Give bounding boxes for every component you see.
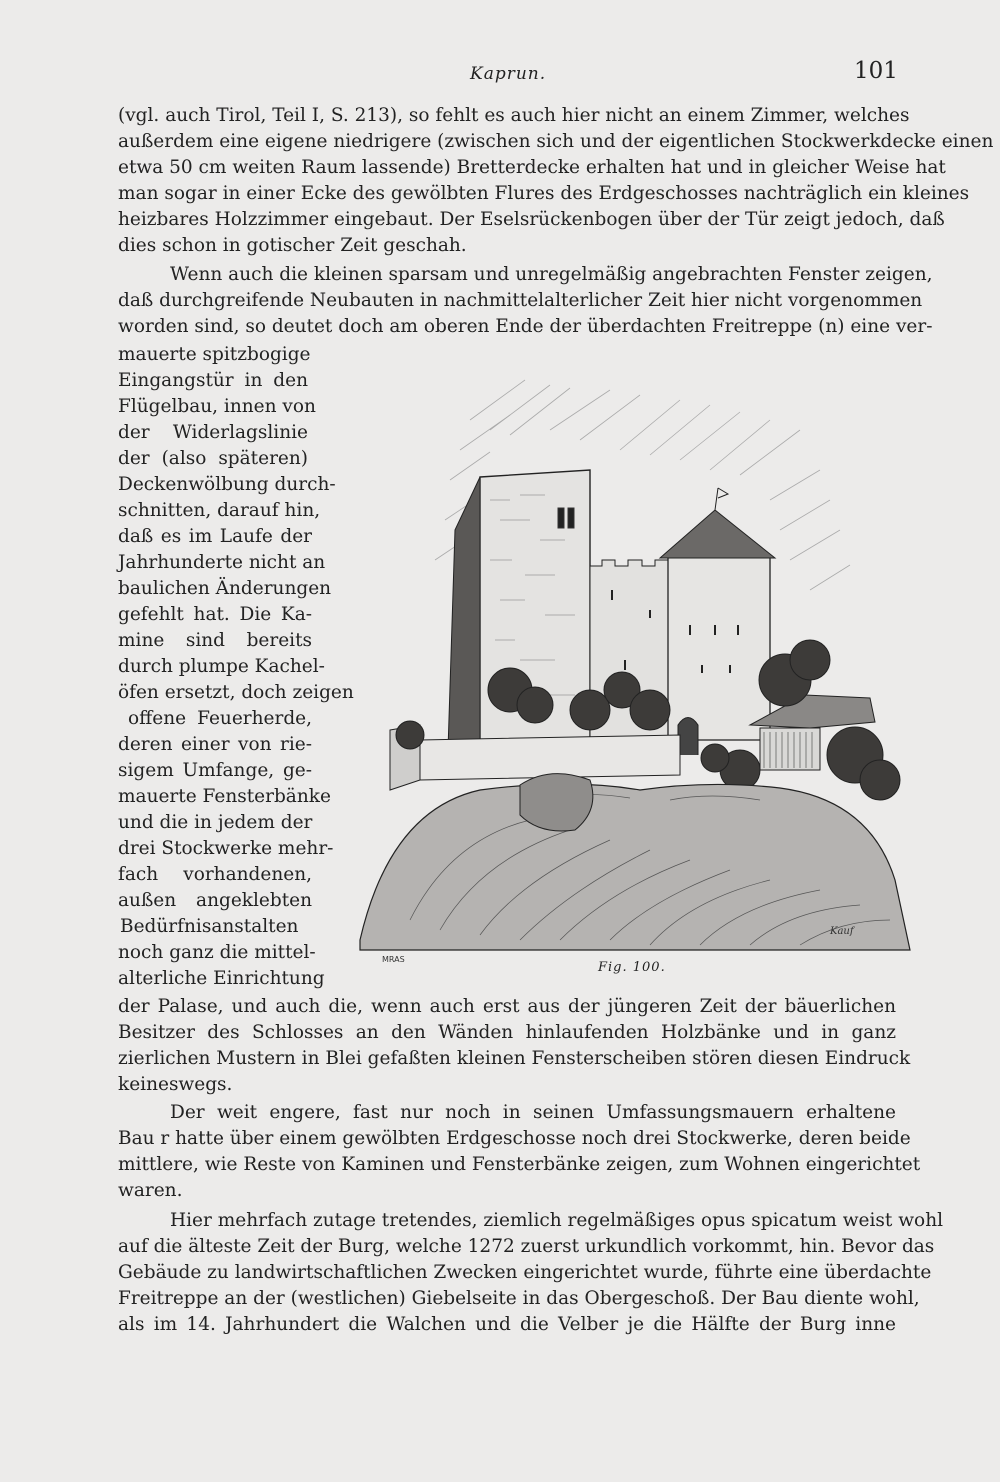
text-line: worden sind, so deutet doch am oberen Ende der überdachten Freitreppe (n) eine ver- [118, 316, 933, 337]
text-line: durch plumpe Kachel- [118, 656, 325, 677]
text-line: mine sind bereits [118, 630, 312, 651]
text-line: drei Stockwerke mehr- [118, 838, 334, 859]
text-line: noch ganz die mittel- [118, 942, 316, 963]
text-line: der Palase, und auch die, wenn auch erst aus der jüngeren Zeit der bäuerlichen [118, 996, 896, 1017]
illustrator-signature-left: MRAS [382, 955, 405, 964]
text-line: der Widerlagslinie [118, 422, 308, 443]
text-line: Deckenwölbung durch- [118, 474, 336, 495]
text-line: der (also späteren) [118, 448, 308, 469]
figure-caption: Fig. 100. [598, 960, 666, 975]
text-line: baulichen Änderungen [118, 578, 332, 599]
text-line: alterliche Einrichtung [118, 968, 325, 989]
page-number: 101 [854, 58, 898, 84]
text-line: Besitzer des Schlosses an den Wänden hinlaufenden Holzbänke und in ganz [118, 1022, 896, 1043]
text-line: deren einer von rie- [118, 734, 312, 755]
text-line: etwa 50 cm weiten Raum lassende) Bretterdecke erhalten hat und in gleicher Weise hat [118, 157, 946, 178]
text-line: man sogar in einer Ecke des gewölbten Flures des Erdgeschosses nachträglich ein kleines [118, 183, 970, 204]
text-line: (vgl. auch Tirol, Teil I, S. 213), so fehlt es auch hier nicht an einem Zimmer, welches [118, 105, 910, 126]
text-line: Jahrhunderte nicht an [118, 552, 326, 573]
text-line: heizbares Holzzimmer eingebaut. Der Eselsrückenbogen über der Tür zeigt jedoch, daß [118, 209, 945, 230]
text-line: mittlere, wie Reste von Kaminen und Fensterbänke zeigen, zum Wohnen eingerichtet [118, 1154, 921, 1175]
text-line: Gebäude zu landwirtschaftlichen Zwecken eingerichtet wurde, führte eine überdachte [118, 1262, 932, 1283]
text-line: öfen ersetzt, doch zeigen [118, 682, 354, 703]
text-line: gefehlt hat. Die Ka- [118, 604, 312, 625]
text-line: Bau r hatte über einem gewölbten Erdgeschosse noch drei Stockwerke, deren beide [118, 1128, 911, 1149]
text-line: Der weit engere, fast nur noch in seinen Umfassungsmauern erhaltene [170, 1102, 896, 1123]
text-line: zierlichen Mustern in Blei gefaßten kleinen Fensterscheiben stören diesen Eindruck [118, 1048, 911, 1069]
text-line: dies schon in gotischer Zeit geschah. [118, 235, 467, 256]
text-line: außerdem eine eigene niedrigere (zwischen sich und der eigentlichen Stockwerkdecke einen [118, 131, 994, 152]
text-line: mauerte spitzbogige [118, 344, 311, 365]
text-line: offene Feuerherde, [128, 708, 312, 729]
text-line: Freitreppe an der (westlichen) Giebelseite in das Obergeschoß. Der Bau diente wohl, [118, 1288, 920, 1309]
text-line: und die in jedem der [118, 812, 313, 833]
text-line: keineswegs. [118, 1074, 233, 1095]
text-line: Eingangstür in den [118, 370, 308, 391]
text-line: waren. [118, 1180, 183, 1201]
text-line: mauerte Fensterbänke [118, 786, 331, 807]
text-line: schnitten, darauf hin, [118, 500, 321, 521]
text-line: Bedürfnisanstalten [120, 916, 299, 937]
text-line: fach vorhandenen, [118, 864, 312, 885]
text-line: Hier mehrfach zutage tretendes, ziemlich regelmäßiges opus spicatum weist wohl [170, 1210, 944, 1231]
running-title: Kaprun. [470, 64, 547, 84]
castle-illustration [350, 360, 910, 980]
illustrator-signature-right: Kauf [830, 926, 854, 937]
text-line: außen angeklebten [118, 890, 312, 911]
text-line: daß durchgreifende Neubauten in nachmittelalterlicher Zeit hier nicht vorgenommen [118, 290, 923, 311]
text-line: sigem Umfange, ge- [118, 760, 312, 781]
text-line: Wenn auch die kleinen sparsam und unregelmäßig angebrachten Fenster zeigen, [170, 264, 933, 285]
text-line: daß es im Laufe der [118, 526, 312, 547]
text-line: Flügelbau, innen von [118, 396, 316, 417]
text-line: als im 14. Jahrhundert die Walchen und die Velber je die Hälfte der Burg inne [118, 1314, 896, 1335]
running-header [0, 58, 1000, 88]
text-line: auf die älteste Zeit der Burg, welche 1272 zuerst urkundlich vorkommt, hin. Bevor das [118, 1236, 935, 1257]
